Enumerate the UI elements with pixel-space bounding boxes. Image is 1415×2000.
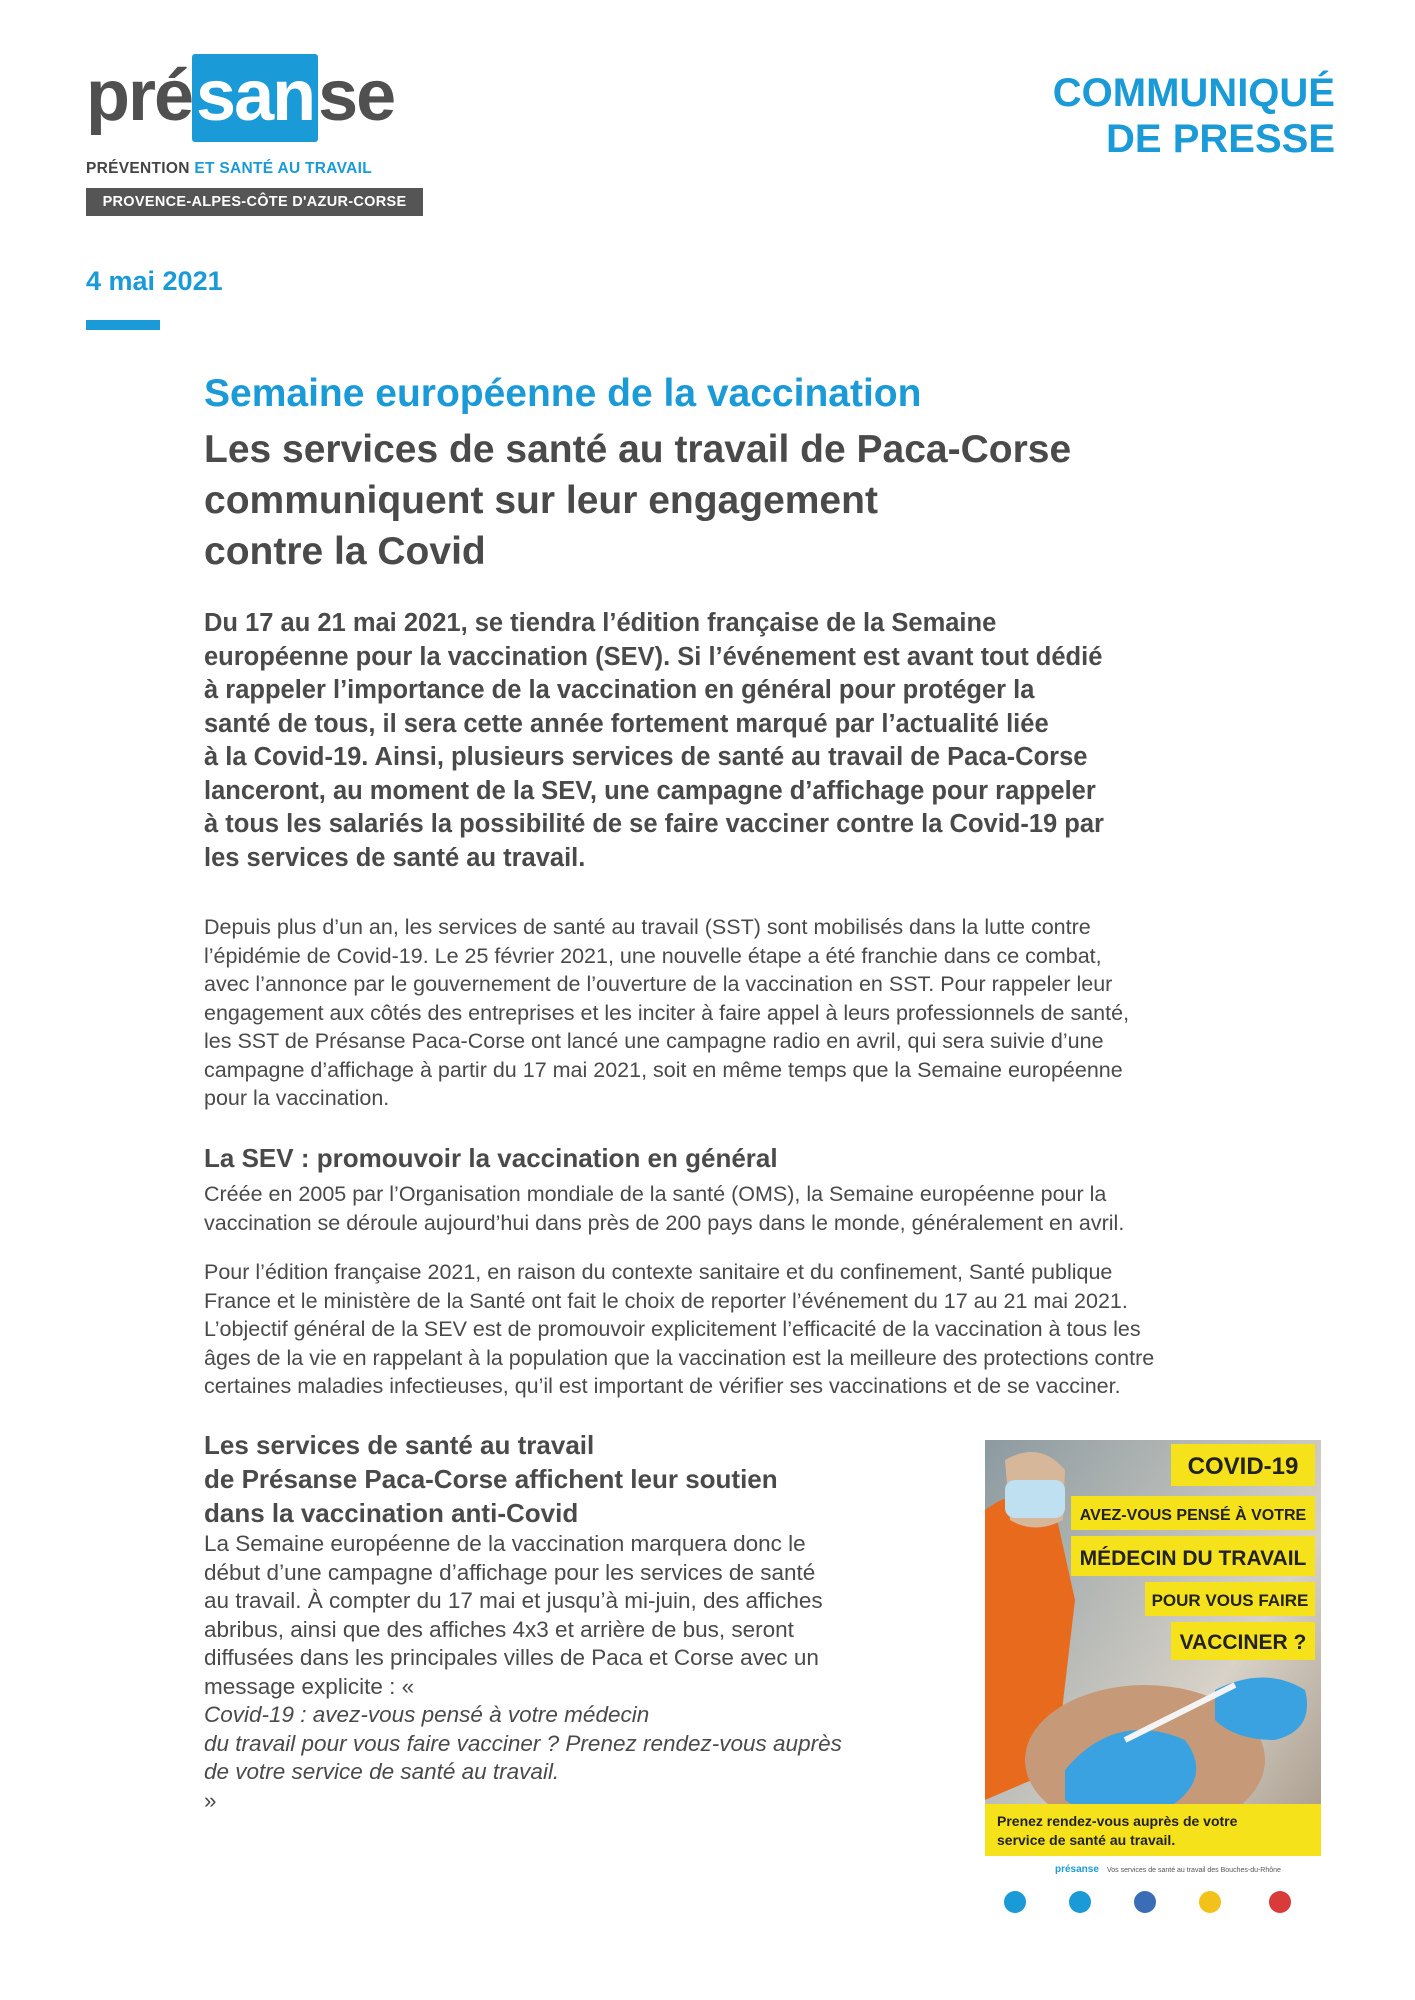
poster-line3: POUR VOUS FAIRE bbox=[1151, 1591, 1309, 1610]
body-line: engagement aux côtés des entreprises et les inciter à faire appel à leurs professionnels de santé, bbox=[204, 1000, 1130, 1025]
body-line bbox=[204, 1730, 984, 1759]
sponsor-logo-2 bbox=[1069, 1891, 1091, 1913]
body-line: début d’une campagne d’affichage pour les services de santé bbox=[204, 1559, 816, 1585]
lead-line: européenne pour la vaccination (SEV). Si l’événement est avant tout dédié bbox=[204, 642, 1103, 671]
body-line: Pour l’édition française 2021, en raison du contexte sanitaire et du confinement, Santé publique bbox=[204, 1260, 1113, 1284]
logo-brand-highlight: san bbox=[192, 54, 318, 142]
sev-paragraph-1 bbox=[204, 1180, 1344, 1237]
sponsor-logo-4 bbox=[1199, 1891, 1221, 1913]
lead-line: à rappeler l’importance de la vaccination en général pour protéger la bbox=[204, 676, 1035, 704]
title-event: Semaine européenne de la vaccination bbox=[204, 372, 922, 415]
quote-text: de votre service de santé au travail. bbox=[204, 1759, 560, 1784]
title-line: Les services de santé au travail de Paca-Corse bbox=[204, 428, 1072, 471]
sev-paragraph-2 bbox=[204, 1258, 1344, 1401]
quote-prefix: message explicite : « bbox=[204, 1673, 415, 1699]
lead-line: à la Covid-19. Ainsi, plusieurs services de santé au travail de Paca-Corse bbox=[204, 743, 1088, 771]
poster-footer2: service de santé au travail. bbox=[997, 1832, 1176, 1848]
section-heading-sst bbox=[204, 1428, 778, 1530]
heading-line: Les services de santé au travail bbox=[204, 1430, 595, 1460]
lead-line: les services de santé au travail. bbox=[204, 843, 586, 872]
body-line: âges de la vie en rappelant à la population que la vaccination est la meilleure des protections contre bbox=[204, 1345, 1155, 1370]
poster-graphic bbox=[985, 1440, 1321, 1922]
body-line: campagne d’affichage à partir du 17 mai 2021, soit en même temps que la Semaine européenne bbox=[204, 1057, 1123, 1082]
lead-line: à tous les salariés la possibilité de se faire vacciner contre la Covid-19 par bbox=[204, 810, 1104, 838]
intro-paragraph bbox=[204, 913, 1344, 1113]
body-line: pour la vaccination. bbox=[204, 1086, 390, 1110]
title-main bbox=[204, 424, 1264, 577]
poster-footer-box bbox=[985, 1804, 1321, 1856]
logo-brand-post: se bbox=[318, 56, 395, 136]
body-line: abribus, ainsi que des affiches 4x3 et arrière de bus, seront bbox=[204, 1616, 794, 1642]
body-line bbox=[204, 1673, 984, 1730]
press-label-line1: COMMUNIQUÉ bbox=[1052, 71, 1335, 115]
lead-line: Du 17 au 21 mai 2021, se tiendra l’édition française de la Semaine bbox=[204, 609, 997, 637]
body-line: avec l’annonce par le gouvernement de l’ouverture de la vaccination en SST. Pour rappeler leur bbox=[204, 972, 1113, 996]
logo-brand-pre: pré bbox=[86, 56, 193, 136]
heading-line: dans la vaccination anti-Covid bbox=[204, 1498, 579, 1528]
body-line: certaines maladies infectieuses, qu’il est important de vérifier ses vaccinations et de se vacciner. bbox=[204, 1374, 1121, 1398]
lead-paragraph bbox=[204, 607, 1344, 875]
face-mask-shape bbox=[1005, 1480, 1065, 1518]
logo-region: PROVENCE-ALPES-CÔTE D'AZUR-CORSE bbox=[86, 188, 423, 216]
poster-line4: VACCINER ? bbox=[1179, 1631, 1307, 1654]
poster-sponsor: Vos services de santé au travail des Bouches-du-Rhône bbox=[1107, 1867, 1281, 1874]
presanse-logo bbox=[86, 56, 395, 136]
date-underline bbox=[86, 320, 160, 330]
heading-line: de Présanse Paca-Corse affichent leur soutien bbox=[204, 1464, 778, 1494]
poster-tag: COVID-19 bbox=[1187, 1453, 1299, 1480]
campaign-poster bbox=[985, 1440, 1321, 1922]
lead-line: santé de tous, il sera cette année fortement marqué par l’actualité liée bbox=[204, 709, 1049, 738]
sponsor-logo-3 bbox=[1134, 1891, 1156, 1913]
sponsor-logo-1 bbox=[1004, 1891, 1026, 1913]
poster-sponsor-box bbox=[985, 1856, 1321, 1922]
release-date: 4 mai 2021 bbox=[86, 266, 223, 296]
poster-line1: AVEZ-VOUS PENSÉ À VOTRE bbox=[1079, 1507, 1307, 1524]
logo-tagline-a: PRÉVENTION bbox=[86, 160, 195, 177]
press-label-line2: DE PRESSE bbox=[1106, 117, 1335, 161]
body-line: diffusées dans les principales villes de Paca et Corse avec un bbox=[204, 1645, 819, 1670]
body-line: L’objectif général de la SEV est de promouvoir explicitement l’efficacité de la vaccination à tous les bbox=[204, 1317, 1141, 1341]
body-line: Depuis plus d’un an, les services de santé au travail (SST) sont mobilisés dans la lutte contre bbox=[204, 915, 1091, 939]
body-line: l’épidémie de Covid-19. Le 25 février 2021, une nouvelle étape a été franchie dans ce combat, bbox=[204, 943, 1102, 968]
lead-line: lanceront, au moment de la SEV, une campagne d’affichage pour rappeler bbox=[204, 776, 1096, 805]
title-line: communiquent sur leur engagement bbox=[204, 479, 878, 522]
poster-line2: MÉDECIN DU TRAVAIL bbox=[1079, 1547, 1307, 1570]
poster-footer1: Prenez rendez-vous auprès de votre bbox=[997, 1813, 1238, 1829]
section-heading-sev: La SEV : promouvoir la vaccination en général bbox=[204, 1143, 778, 1173]
body-line: les SST de Présanse Paca-Corse ont lancé une campagne radio en avril, qui sera suivie d’une bbox=[204, 1029, 1104, 1053]
body-line bbox=[204, 1758, 984, 1815]
press-release-label bbox=[1053, 70, 1335, 162]
sponsor-logo-5 bbox=[1269, 1891, 1291, 1913]
body-line: vaccination se déroule aujourd’hui dans près de 200 pays dans le monde, généralement en avril. bbox=[204, 1210, 1125, 1235]
body-line: Créée en 2005 par l’Organisation mondiale de la santé (OMS), la Semaine européenne pour la bbox=[204, 1182, 1107, 1206]
poster-brand: présanse bbox=[1055, 1864, 1099, 1875]
body-line: La Semaine européenne de la vaccination marquera donc le bbox=[204, 1531, 806, 1556]
sst-paragraph bbox=[204, 1530, 984, 1815]
quote-text: du travail pour vous faire vacciner ? Prenez rendez-vous auprès bbox=[204, 1730, 842, 1756]
logo-tagline bbox=[86, 160, 372, 178]
body-line: au travail. À compter du 17 mai et jusqu’à mi-juin, des affiches bbox=[204, 1588, 823, 1613]
quote-text: Covid-19 : avez-vous pensé à votre médecin bbox=[204, 1702, 650, 1727]
body-line: France et le ministère de la Santé ont fait le choix de reporter l’événement du 17 au 21 mai 2021. bbox=[204, 1288, 1128, 1313]
quote-suffix: » bbox=[204, 1787, 217, 1813]
title-line: contre la Covid bbox=[204, 530, 486, 573]
logo-tagline-b: ET SANTÉ AU TRAVAIL bbox=[194, 160, 373, 177]
